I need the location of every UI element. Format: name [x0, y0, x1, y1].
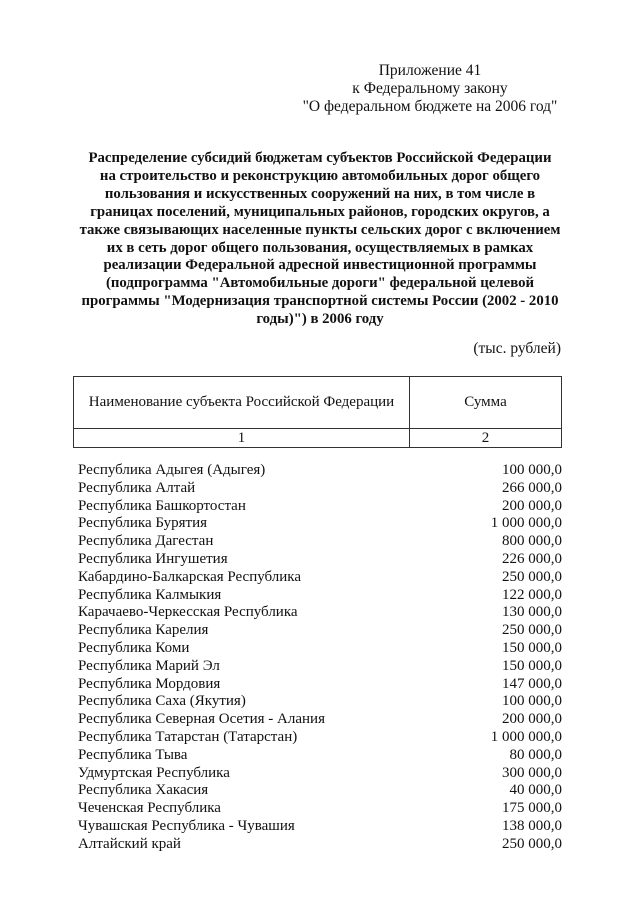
table-row	[78, 711, 562, 729]
table-row	[78, 551, 562, 569]
table-row	[78, 462, 562, 480]
table-row	[78, 622, 562, 640]
table-row	[78, 533, 562, 551]
region-amount: 250 000,0	[502, 622, 562, 639]
title-line: Распределение субсидий бюджетам субъектов Российской Федерации	[88, 150, 552, 166]
region-amount: 122 000,0	[502, 586, 562, 603]
region-name: Республика Башкортостан	[78, 497, 246, 514]
region-amount: 250 000,0	[502, 835, 562, 852]
region-amount: 150 000,0	[502, 657, 562, 674]
title-line: пользования и искусственных сооружений на них, в том числе в	[104, 185, 536, 202]
table-body	[78, 462, 562, 854]
region-amount: 100 000,0	[502, 693, 562, 710]
region-name: Республика Северная Осетия - Алания	[78, 711, 325, 728]
region-name: Карачаево-Черкесская Республика	[78, 604, 298, 621]
region-amount: 80 000,0	[509, 746, 562, 763]
table-row	[78, 782, 562, 800]
region-amount: 226 000,0	[502, 550, 562, 567]
region-name: Республика Калмыкия	[78, 586, 222, 603]
column-number-1: 1	[74, 429, 410, 448]
title-line: реализации Федеральной адресной инвестиционной программы	[103, 257, 537, 274]
region-name: Республика Мордовия	[78, 675, 221, 692]
column-number-2: 2	[410, 429, 562, 448]
units-label: (тыс. рублей)	[473, 340, 561, 357]
region-amount: 100 000,0	[502, 462, 562, 478]
region-name: Чувашская Республика - Чувашия	[78, 817, 295, 834]
table-row	[78, 818, 562, 836]
table-row	[78, 836, 562, 854]
region-amount: 147 000,0	[502, 675, 562, 692]
region-name: Республика Хакасия	[78, 782, 209, 799]
document-title	[70, 150, 570, 329]
table-row	[78, 676, 562, 694]
table-header	[73, 376, 562, 448]
title-line: их в сеть дорог общего пользования, осуществляемых в рамках	[106, 239, 534, 256]
table-row	[78, 569, 562, 587]
region-amount: 200 000,0	[502, 497, 562, 514]
table-row	[78, 480, 562, 498]
region-amount: 150 000,0	[502, 639, 562, 656]
title-line: программы "Модернизация транспортной системы России (2002 - 2010	[81, 293, 559, 310]
region-amount: 130 000,0	[502, 604, 562, 621]
title-line: на строительство и реконструкцию автомобильных дорог общего	[99, 167, 541, 184]
region-name: Республика Бурятия	[78, 515, 208, 532]
region-name: Республика Адыгея (Адыгея)	[78, 462, 266, 478]
region-amount: 266 000,0	[502, 479, 562, 496]
region-name: Удмуртская Республика	[78, 764, 230, 781]
table-row	[78, 587, 562, 605]
annex-law-title: "О федеральном бюджете на 2006 год"	[302, 98, 558, 115]
table-row	[78, 515, 562, 533]
region-amount: 40 000,0	[509, 782, 562, 799]
title-line: годы)") в 2006 году	[256, 311, 384, 328]
table-row	[78, 765, 562, 783]
table-row	[78, 658, 562, 676]
table-row	[78, 747, 562, 765]
annex-number: Приложение 41	[378, 62, 482, 79]
annex-header	[300, 62, 560, 116]
region-name: Республика Ингушетия	[78, 550, 228, 567]
table-row	[78, 800, 562, 818]
region-name: Республика Дагестан	[78, 533, 214, 550]
title-line: также связывающих населенные пункты сельских дорог с включением	[79, 221, 561, 238]
region-name: Чеченская Республика	[78, 800, 221, 817]
table-row	[78, 640, 562, 658]
table-row	[78, 729, 562, 747]
region-name: Республика Татарстан (Татарстан)	[78, 728, 298, 745]
region-name: Кабардино-Балкарская Республика	[78, 568, 302, 585]
column-header-amount: Сумма	[410, 377, 562, 429]
region-amount: 300 000,0	[502, 764, 562, 781]
table-row	[78, 498, 562, 516]
region-amount: 1 000 000,0	[490, 728, 562, 745]
region-amount: 800 000,0	[502, 533, 562, 550]
title-line: границах поселений, муниципальных районов, городских округов, а	[90, 203, 550, 220]
region-name: Республика Карелия	[78, 622, 209, 639]
table-row	[78, 693, 562, 711]
table-row	[78, 604, 562, 622]
region-name: Республика Тыва	[78, 746, 188, 763]
title-line: (подпрограмма "Автомобильные дороги" федеральной целевой	[105, 275, 535, 292]
annex-law-ref: к Федеральному закону	[352, 80, 508, 97]
region-name: Алтайский край	[78, 835, 181, 852]
region-amount: 175 000,0	[502, 800, 562, 817]
region-amount: 138 000,0	[502, 817, 562, 834]
region-name: Республика Коми	[78, 639, 190, 656]
region-amount: 1 000 000,0	[490, 515, 562, 532]
region-name: Республика Марий Эл	[78, 657, 220, 674]
column-header-name: Наименование субъекта Российской Федерации	[74, 377, 410, 429]
region-name: Республика Алтай	[78, 479, 196, 496]
region-amount: 250 000,0	[502, 568, 562, 585]
region-amount: 200 000,0	[502, 711, 562, 728]
region-name: Республика Саха (Якутия)	[78, 693, 246, 710]
